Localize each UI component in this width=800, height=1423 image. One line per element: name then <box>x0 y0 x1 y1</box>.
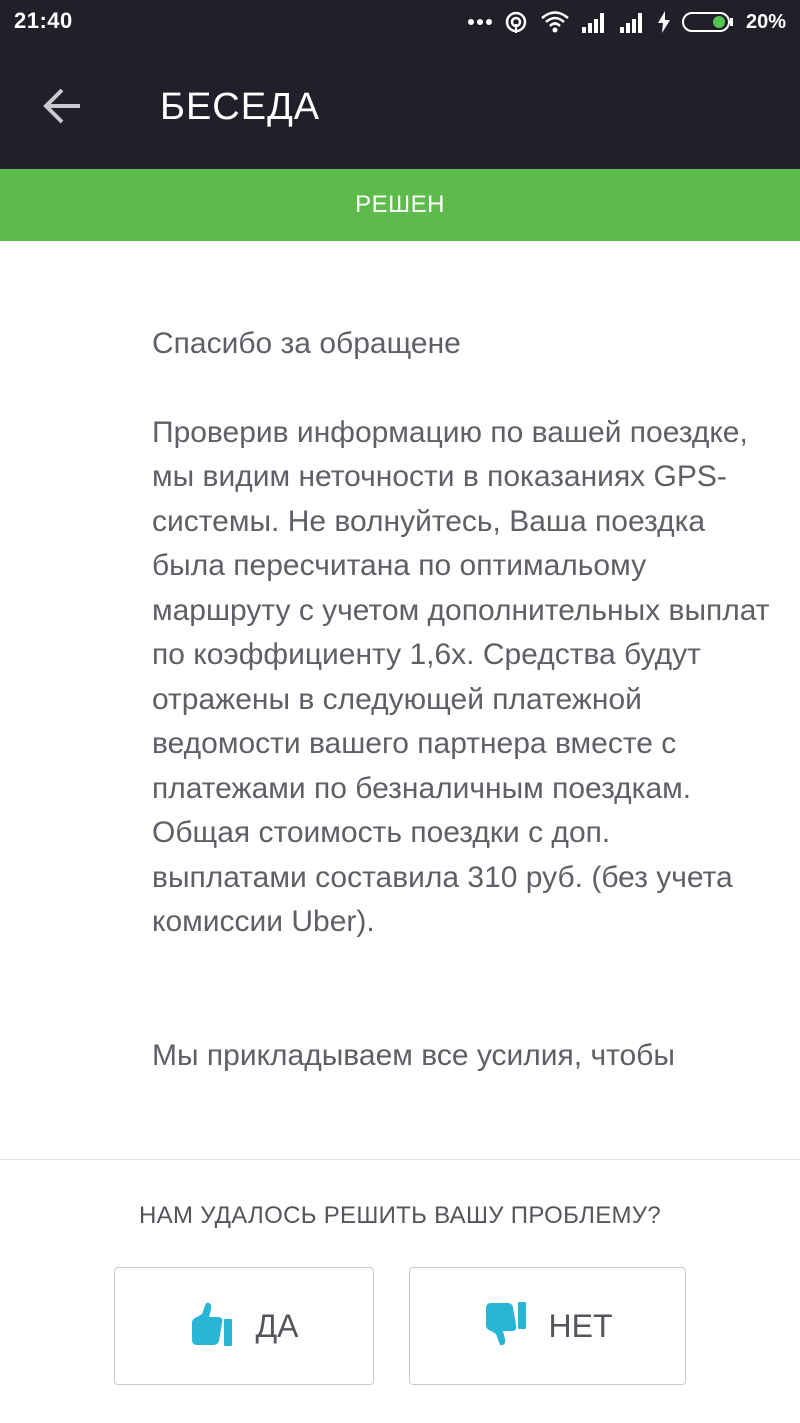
charging-icon <box>658 11 670 33</box>
status-icons <box>468 8 786 36</box>
battery-percent: 20% <box>745 10 786 33</box>
message-greeting: Спасибо за обращене <box>152 327 461 360</box>
thumbs-up-icon <box>189 1301 233 1352</box>
feedback-panel <box>0 1159 800 1423</box>
message-continuation: Мы прикладываем все усилия, чтобы <box>152 1038 675 1072</box>
wifi-icon <box>540 10 570 34</box>
signal-icon <box>620 11 646 33</box>
message-paragraph: Проверив информацию по вашей поездке, мы видим неточности в показаниях GPS-системы. Не волнуйтесь, Ваша поездка была пересчитана по оптимальому маршруту с учетом дополнительных выплат по коэффициенту 1,6х. Средства будут отражены в следующей платежной ведомости вашего партнера вместе с платежами по безналичным поездкам. Общая стоимость поездки с доп. выплатами составила 310 руб. (без учета комиссии Uber). <box>152 415 770 938</box>
signal-icon <box>582 11 608 33</box>
no-button[interactable] <box>409 1267 686 1385</box>
feedback-question: НАМ УДАЛОСЬ РЕШИТЬ ВАШУ ПРОБЛЕМУ? <box>139 1202 661 1229</box>
arrow-left-icon <box>42 88 82 129</box>
yes-button-label: ДА <box>255 1307 299 1344</box>
page-title: БЕСЕДА <box>160 86 321 128</box>
status-banner-label: РЕШЕН <box>355 191 445 218</box>
status-banner <box>0 169 800 241</box>
app-bar <box>0 44 800 169</box>
status-time: 21:40 <box>14 8 73 33</box>
battery-icon <box>682 11 734 33</box>
status-bar <box>0 0 800 44</box>
yes-button[interactable] <box>114 1267 374 1385</box>
no-button-label: НЕТ <box>548 1307 613 1344</box>
message-body <box>152 322 772 1158</box>
more-dots-icon <box>468 18 492 26</box>
back-button[interactable] <box>36 82 88 134</box>
thumbs-down-icon <box>483 1301 527 1352</box>
hotspot-icon <box>504 10 528 34</box>
